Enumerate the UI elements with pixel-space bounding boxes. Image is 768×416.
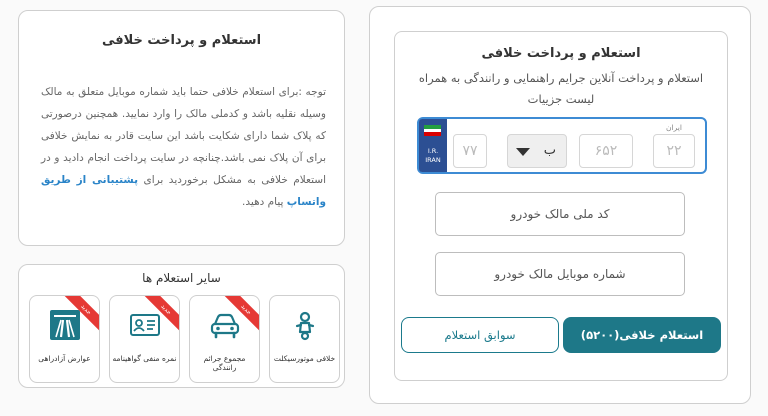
chevron-down-icon (516, 148, 530, 156)
new-ribbon: جدید (142, 295, 180, 334)
national-code-input[interactable]: کد ملی مالک خودرو (435, 192, 685, 236)
notice-text-end: پیام دهید. (242, 196, 287, 208)
form-title: استعلام و پرداخت خلافی (481, 46, 641, 61)
service-label: عوارض آزادراهی (38, 354, 91, 363)
inquiry-history-button[interactable]: سوابق استعلام (401, 317, 559, 353)
new-ribbon: جدید (222, 295, 260, 334)
service-label: مجموع جرائم رانندگی (203, 354, 246, 372)
service-label: نمره منفی گواهینامه (112, 354, 177, 363)
iran-flag-icon (424, 125, 441, 136)
plate-part-2-input[interactable]: ۶۵۲ (579, 134, 633, 168)
fine-inquiry-card (369, 6, 751, 404)
whatsapp-support-link[interactable]: پشتیبانی از طریق واتساپ (41, 174, 326, 208)
highway-icon (48, 308, 82, 342)
notice-title: استعلام و پرداخت خلافی (101, 33, 262, 48)
plate-country-label: I.R. IRAN (425, 147, 441, 164)
form-subtitle: استعلام و پرداخت آنلاین جرایم راهنمایی و رانندگی به همراه لیست جزییات (418, 71, 704, 106)
plate-letter-select[interactable] (507, 134, 567, 168)
service-highway-tolls[interactable] (29, 295, 100, 383)
plate-region-label: ایران (666, 123, 682, 132)
mobile-number-input[interactable]: شماره موبایل مالک خودرو (435, 252, 685, 296)
service-license-negative-points[interactable] (109, 295, 180, 383)
plate-country-strip (419, 119, 447, 172)
fine-inquiry-button[interactable]: استعلام خلافی(۵۲۰۰) (563, 317, 721, 353)
service-label: خلافی موتورسیکلت (273, 354, 336, 363)
notice-text-main: توجه :برای استعلام خلافی حتما باید شماره موبایل متعلق به مالک وسیله نقلیه باشد و کدملی مالک را وارد نمایید. همچنین درصورتی که پلاک شما دارای شکایت باشد این سایت قادر به نمایش خلافی برای آن پلاک نمی باشد.چنانچه در سایت پرداخت انجام دادید و در استعلام خلافی به مشکل برخوردید برای (41, 86, 326, 186)
other-inquiries-card (18, 264, 345, 388)
notice-card (18, 10, 345, 246)
notice-text (41, 81, 326, 213)
service-motorcycle-fines[interactable] (269, 295, 340, 383)
license-plate-input (417, 117, 707, 174)
service-driving-offenses[interactable] (189, 295, 260, 383)
plate-letter-value: ب (543, 143, 556, 158)
plate-part-1-input[interactable]: ۷۷ (453, 134, 487, 168)
plate-region-input[interactable]: ۲۲ (653, 134, 695, 168)
new-ribbon: جدید (62, 295, 100, 334)
car-icon (208, 308, 242, 342)
fine-inquiry-form (394, 31, 728, 381)
motorcycle-icon (288, 308, 322, 342)
other-inquiries-title: سایر استعلام ها (142, 271, 221, 285)
license-icon (128, 308, 162, 342)
